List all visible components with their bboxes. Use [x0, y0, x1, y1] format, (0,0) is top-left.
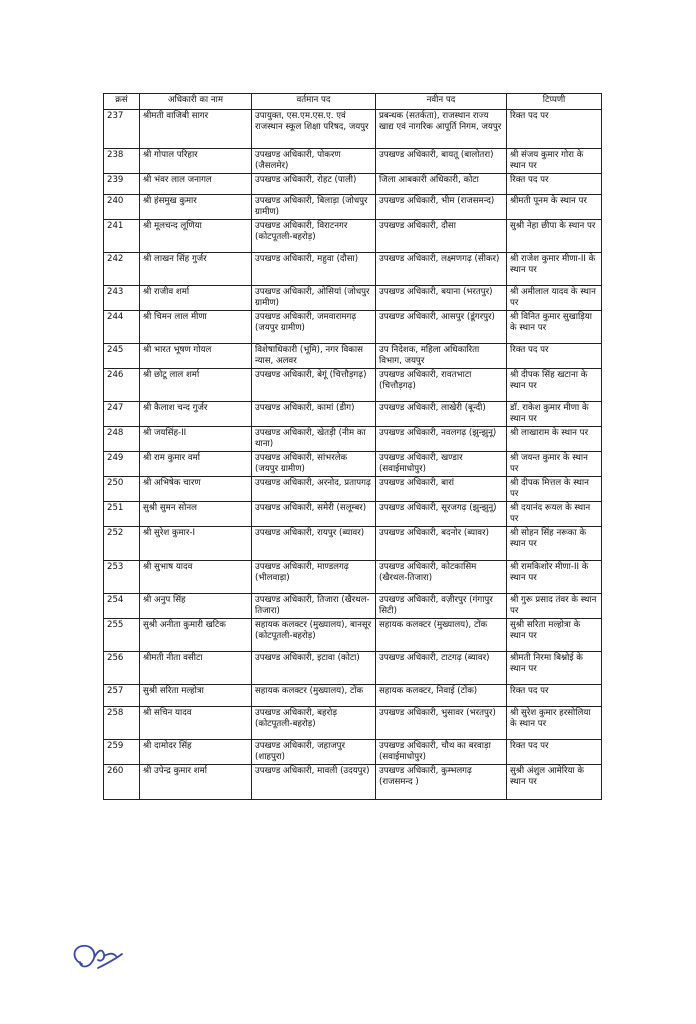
- serial-no-cell: 246: [104, 369, 140, 402]
- officer-name-cell: श्रीमती वाजिबी सागर: [140, 110, 252, 149]
- current-post-cell: उपखण्ड अधिकारी, जहाजपुर (शाहपुरा): [252, 740, 376, 765]
- current-post-cell: विशेषाधिकारी (भूमि), नगर विकास न्यास, अलवर: [252, 344, 376, 369]
- current-post-cell: उपखण्ड अधिकारी, जमवारामगढ़ (जयपुर ग्रामीण): [252, 311, 376, 344]
- officer-name-cell: श्री गोपाल परिहार: [140, 149, 252, 174]
- current-post-cell: उपखण्ड अधिकारी, बेगूं (चित्तौड़गढ़): [252, 369, 376, 402]
- new-post-cell: उपखण्ड अधिकारी, वज़ीरपुर (गंगापुर सिटी): [376, 594, 507, 619]
- table-row: [104, 685, 602, 707]
- new-post-cell: उपखण्ड अधिकारी, कुम्भलगढ़ (राजसमन्द ): [376, 765, 507, 800]
- current-post-cell: उपखण्ड अधिकारी, अरनोद, प्रतापगढ़: [252, 477, 376, 502]
- current-post-cell: उपखण्ड अधिकारी, बिलाड़ा (जोधपुर ग्रामीण): [252, 195, 376, 220]
- officer-name-cell: श्री मूलचन्द लूणिया: [140, 220, 252, 253]
- current-post-cell: उपखण्ड अधिकारी, समेरी (सलूम्बर): [252, 502, 376, 527]
- officer-name-cell: श्री सुरेश कुमार-I: [140, 527, 252, 561]
- table-row: [104, 740, 602, 765]
- serial-no-cell: 238: [104, 149, 140, 174]
- serial-no-cell: 256: [104, 652, 140, 685]
- remark-cell: श्रीमती निरमा बिश्नोई के स्थान पर: [507, 652, 602, 685]
- table-row: [104, 652, 602, 685]
- new-post-cell: उपखण्ड अधिकारी, रावतभाटा (चित्तौड़गढ़): [376, 369, 507, 402]
- remark-cell: श्री दयानंद रूयल के स्थान पर: [507, 502, 602, 527]
- table-row: [104, 344, 602, 369]
- current-post-cell: उपखण्ड अधिकारी, माण्डलगढ़ (भीलवाड़ा): [252, 561, 376, 594]
- header-new-post: नवीन पद: [376, 94, 507, 110]
- table-row: [104, 402, 602, 427]
- remark-cell: रिक्त पद पर: [507, 685, 602, 707]
- remark-cell: रिक्त पद पर: [507, 740, 602, 765]
- serial-no-cell: 244: [104, 311, 140, 344]
- current-post-cell: उपखण्ड अधिकारी, सांभरलेक (जयपुर ग्रामीण): [252, 452, 376, 477]
- remark-cell: रिक्त पद पर: [507, 344, 602, 369]
- new-post-cell: उपखण्ड अधिकारी, दौसा: [376, 220, 507, 253]
- officer-name-cell: सुश्री सरिता मल्होत्रा: [140, 685, 252, 707]
- officer-name-cell: श्री जयसिंह-II: [140, 427, 252, 452]
- remark-cell: सुश्री अंशुल आमेरिया के स्थान पर: [507, 765, 602, 800]
- table-row: [104, 452, 602, 477]
- table-row: [104, 286, 602, 311]
- remark-cell: श्री गुरू प्रसाद तंवर के स्थान पर: [507, 594, 602, 619]
- serial-no-cell: 251: [104, 502, 140, 527]
- serial-no-cell: 241: [104, 220, 140, 253]
- officer-name-cell: श्री भंवर लाल जनागल: [140, 174, 252, 195]
- table-row: [104, 195, 602, 220]
- new-post-cell: उपखण्ड अधिकारी, बारां: [376, 477, 507, 502]
- current-post-cell: उपखण्ड अधिकारी, इटावा (कोटा): [252, 652, 376, 685]
- remark-cell: डॉ. राकेश कुमार मीणा के स्थान पर: [507, 402, 602, 427]
- new-post-cell: उपखण्ड अधिकारी, चौथ का बरवाड़ा (सवाईमाधोपुर): [376, 740, 507, 765]
- current-post-cell: उपखण्ड अधिकारी, रोहट (पाली): [252, 174, 376, 195]
- current-post-cell: उपखण्ड अधिकारी, ओसियां (जोधपुर ग्रामीण): [252, 286, 376, 311]
- serial-no-cell: 248: [104, 427, 140, 452]
- header-remark: टिप्पणी: [507, 94, 602, 110]
- new-post-cell: उपखण्ड अधिकारी, भुसावर (भरतपुर): [376, 707, 507, 740]
- remark-cell: श्री दीपक सिंह खटाना के स्थान पर: [507, 369, 602, 402]
- table-body: [104, 110, 602, 800]
- new-post-cell: उपखण्ड अधिकारी, टाटगढ़ (ब्यावर): [376, 652, 507, 685]
- serial-no-cell: 250: [104, 477, 140, 502]
- officer-name-cell: श्री सुभाष यादव: [140, 561, 252, 594]
- officer-name-cell: श्री सचिन यादव: [140, 707, 252, 740]
- current-post-cell: उपखण्ड अधिकारी, विराटनगर (कोटपूतली-बहरोड़): [252, 220, 376, 253]
- serial-no-cell: 253: [104, 561, 140, 594]
- serial-no-cell: 245: [104, 344, 140, 369]
- remark-cell: श्री अमीलाल यादव के स्थान पर: [507, 286, 602, 311]
- officer-name-cell: श्री हंसमुख कुमार: [140, 195, 252, 220]
- remark-cell: श्री दीपक मित्तल के स्थान पर: [507, 477, 602, 502]
- remark-cell: श्री राजेश कुमार मीणा-II के स्थान पर: [507, 253, 602, 286]
- table-row: [104, 527, 602, 561]
- remark-cell: श्री सोहन सिंह नरूका के स्थान पर: [507, 527, 602, 561]
- remark-cell: रिक्त पद पर: [507, 110, 602, 149]
- officer-name-cell: श्री भारत भूषण गोयल: [140, 344, 252, 369]
- new-post-cell: उपखण्ड अधिकारी, नवलगढ़ (झुन्झुनू): [376, 427, 507, 452]
- table-row: [104, 502, 602, 527]
- serial-no-cell: 255: [104, 619, 140, 652]
- current-post-cell: उपखण्ड अधिकारी, महुवा (दौसा): [252, 253, 376, 286]
- table-row: [104, 253, 602, 286]
- serial-no-cell: 252: [104, 527, 140, 561]
- header-officer-name: अधिकारी का नाम: [140, 94, 252, 110]
- new-post-cell: जिला आबकारी अधिकारी, कोटा: [376, 174, 507, 195]
- new-post-cell: उपखण्ड अधिकारी, लाखेरी (बून्दी): [376, 402, 507, 427]
- new-post-cell: उपखण्ड अधिकारी, कोटकासिम (खैरथल-तिजारा): [376, 561, 507, 594]
- new-post-cell: सहायक कलक्टर, निवाई (टोंक): [376, 685, 507, 707]
- header-current-post: वर्तमान पद: [252, 94, 376, 110]
- remark-cell: श्री जयन्त कुमार के स्थान पर: [507, 452, 602, 477]
- transfer-table: [103, 93, 602, 800]
- table-row: [104, 707, 602, 740]
- new-post-cell: उपखण्ड अधिकारी, भीम (राजसमन्द): [376, 195, 507, 220]
- remark-cell: श्री संजय कुमार गोरा के स्थान पर: [507, 149, 602, 174]
- officer-name-cell: श्री उपेन्द्र कुमार शर्मा: [140, 765, 252, 800]
- new-post-cell: उपखण्ड अधिकारी, सूरजगढ़ (झुन्झुनू): [376, 502, 507, 527]
- table-row: [104, 619, 602, 652]
- officer-name-cell: सुश्री सुमन सोनल: [140, 502, 252, 527]
- serial-no-cell: 239: [104, 174, 140, 195]
- remark-cell: सुश्री सरिता मल्होत्रा के स्थान पर: [507, 619, 602, 652]
- table-row: [104, 311, 602, 344]
- table-row: [104, 369, 602, 402]
- officer-name-cell: श्री लाखन सिंह गुर्जर: [140, 253, 252, 286]
- table-header-row: [104, 94, 602, 110]
- serial-no-cell: 240: [104, 195, 140, 220]
- table-row: [104, 561, 602, 594]
- serial-no-cell: 243: [104, 286, 140, 311]
- table-row: [104, 427, 602, 452]
- serial-no-cell: 247: [104, 402, 140, 427]
- new-post-cell: उपखण्ड अधिकारी, बदनोर (ब्यावर): [376, 527, 507, 561]
- officer-name-cell: श्री दामोदर सिंह: [140, 740, 252, 765]
- current-post-cell: उपखण्ड अधिकारी, बहरोड़ (कोटपूतली-बहरोड़): [252, 707, 376, 740]
- current-post-cell: उपखण्ड अधिकारी, खेतड़ी (नीम का थाना): [252, 427, 376, 452]
- table-row: [104, 220, 602, 253]
- officer-name-cell: श्री छोटू लाल शर्मा: [140, 369, 252, 402]
- current-post-cell: उपखण्ड अधिकारी, कामां (डीग): [252, 402, 376, 427]
- signature-image: [68, 934, 126, 976]
- remark-cell: श्रीमती पूनम के स्थान पर: [507, 195, 602, 220]
- officer-name-cell: श्री राम कुमार वर्मा: [140, 452, 252, 477]
- serial-no-cell: 249: [104, 452, 140, 477]
- remark-cell: श्री सुरेश कुमार हरसोलिया के स्थान पर: [507, 707, 602, 740]
- current-post-cell: सहायक कलक्टर (मुख्यालय), टोंक: [252, 685, 376, 707]
- remark-cell: रिक्त पद पर: [507, 174, 602, 195]
- new-post-cell: प्रबन्धक (सतर्कता), राजस्थान राज्य खाद्य एवं नागरिक आपूर्ति निगम, जयपुर: [376, 110, 507, 149]
- serial-no-cell: 260: [104, 765, 140, 800]
- officer-name-cell: श्री राजीव शर्मा: [140, 286, 252, 311]
- officer-name-cell: सुश्री अनीता कुमारी खटिक: [140, 619, 252, 652]
- current-post-cell: उपखण्ड अधिकारी, रायपुर (ब्यावर): [252, 527, 376, 561]
- new-post-cell: सहायक कलक्टर (मुख्यालय), टोंक: [376, 619, 507, 652]
- serial-no-cell: 237: [104, 110, 140, 149]
- current-post-cell: उपखण्ड अधिकारी, तिजारा (खैरथल-तिजारा): [252, 594, 376, 619]
- table-row: [104, 174, 602, 195]
- officer-name-cell: श्री कैलाश चन्द गुर्जर: [140, 402, 252, 427]
- table-row: [104, 149, 602, 174]
- current-post-cell: सहायक कलक्टर (मुख्यालय), बानसूर (कोटपूतली-बहरोड़): [252, 619, 376, 652]
- table-row: [104, 765, 602, 800]
- officer-name-cell: श्रीमती नीता वसीटा: [140, 652, 252, 685]
- table-row: [104, 594, 602, 619]
- table-row: [104, 477, 602, 502]
- current-post-cell: उपखण्ड अधिकारी, पोकरण (जैसलमेर): [252, 149, 376, 174]
- new-post-cell: उपखण्ड अधिकारी, बयाना (भरतपुर): [376, 286, 507, 311]
- new-post-cell: उपखण्ड अधिकारी, खण्डार (सवाईमाधोपुर): [376, 452, 507, 477]
- current-post-cell: उपायुक्त, एस.एम.एस.ए. एवं राजस्थान स्कूल शिक्षा परिषद, जयपुर: [252, 110, 376, 149]
- serial-no-cell: 257: [104, 685, 140, 707]
- new-post-cell: उप निदेशक, महिला अधिकारिता विभाग, जयपुर: [376, 344, 507, 369]
- remark-cell: श्री लाखाराम के स्थान पर: [507, 427, 602, 452]
- officer-name-cell: श्री चिमन लाल मीणा: [140, 311, 252, 344]
- serial-no-cell: 258: [104, 707, 140, 740]
- officer-name-cell: श्री अभिषेक चारण: [140, 477, 252, 502]
- remark-cell: सुश्री नेहा छीपा के स्थान पर: [507, 220, 602, 253]
- officer-name-cell: श्री अनुप सिंह: [140, 594, 252, 619]
- table-row: [104, 110, 602, 149]
- remark-cell: श्री रामकिशोर मीणा-II के स्थान पर: [507, 561, 602, 594]
- serial-no-cell: 254: [104, 594, 140, 619]
- new-post-cell: उपखण्ड अधिकारी, आसपुर (डूंगरपुर): [376, 311, 507, 344]
- current-post-cell: उपखण्ड अधिकारी, मावली (उदयपुर): [252, 765, 376, 800]
- remark-cell: श्री विनित कुमार सुखाड़िया के स्थान पर: [507, 311, 602, 344]
- serial-no-cell: 242: [104, 253, 140, 286]
- serial-no-cell: 259: [104, 740, 140, 765]
- new-post-cell: उपखण्ड अधिकारी, लक्ष्मणगढ़ (सीकर): [376, 253, 507, 286]
- new-post-cell: उपखण्ड अधिकारी, बायतू (बालोतरा): [376, 149, 507, 174]
- header-serial-no: क्रसं: [104, 94, 140, 110]
